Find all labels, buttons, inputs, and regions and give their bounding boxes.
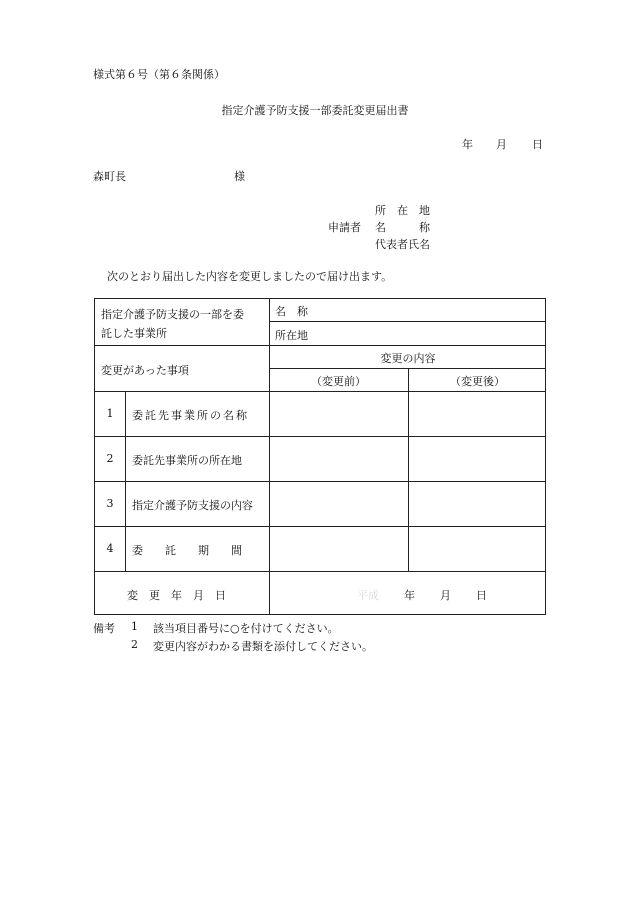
grid-line xyxy=(95,571,545,572)
era-placeholder: 平成 xyxy=(357,589,379,602)
row-2-number: 2 xyxy=(106,452,114,465)
grid-line xyxy=(269,368,545,369)
change-month-label: 月 xyxy=(440,589,451,602)
grid-line xyxy=(125,391,126,571)
after-label: （変更後） xyxy=(450,375,505,388)
honorific: 様 xyxy=(234,170,245,183)
row-1-item: 委託先事業所の名称 xyxy=(132,409,249,422)
applicant-representative-label: 代表者氏名 xyxy=(375,238,430,251)
grid-line xyxy=(269,299,270,614)
change-year-label: 年 xyxy=(404,589,415,602)
note-2-number: 2 xyxy=(131,638,138,651)
row-4-number: 4 xyxy=(106,542,114,555)
office-name-label: 名 称 xyxy=(275,305,308,318)
form-number: 様式第６号（第６条関係） xyxy=(93,68,225,81)
date-month-label: 月 xyxy=(496,138,507,151)
grid-line xyxy=(408,368,409,571)
before-label: （変更前） xyxy=(311,375,366,388)
change-date-label: 変 更 年 月 日 xyxy=(127,589,226,602)
grid-line xyxy=(95,345,545,346)
grid-line xyxy=(95,526,545,527)
note-2-text: 変更内容がわかる書類を添付してください。 xyxy=(153,640,373,653)
change-day-label: 日 xyxy=(476,589,487,602)
row-4-item: 委 託 期 間 xyxy=(132,544,242,557)
note-1-text: 該当項目番号に○を付けてください。 xyxy=(153,622,339,635)
intro-text: 次のとおり届出した内容を変更しましたので届け出ます。 xyxy=(107,270,393,283)
grid-line xyxy=(95,481,545,482)
notes xyxy=(93,620,115,638)
date-year-label: 年 xyxy=(462,138,473,151)
office-address-label: 所在地 xyxy=(275,329,308,342)
row-3-item: 指定介護予防支援の内容 xyxy=(132,499,253,512)
note-1-number: 1 xyxy=(131,620,138,633)
grid-line xyxy=(95,436,545,437)
row-1-number: 1 xyxy=(106,407,114,420)
grid-line xyxy=(269,321,545,322)
change-content-label: 変更の内容 xyxy=(380,352,436,365)
applicant-address-label: 所 在 地 xyxy=(375,204,430,217)
addressee: 森町長 xyxy=(93,170,126,183)
office-label-line1: 指定介護予防支援の一部を委 xyxy=(101,308,244,321)
applicant-label: 申請者 xyxy=(328,221,361,234)
document-title: 指定介護予防支援一部委託変更届出書 xyxy=(221,104,409,117)
row-3-number: 3 xyxy=(106,497,114,510)
date-day-label: 日 xyxy=(532,138,543,151)
applicant-name-label: 名 称 xyxy=(375,221,430,234)
changed-items-label: 変更があった事項 xyxy=(101,364,189,377)
row-2-item: 委託先事業所の所在地 xyxy=(132,454,242,467)
grid-line xyxy=(95,391,545,392)
notes-heading: 備考 xyxy=(93,622,115,635)
office-label-line2: 託した事業所 xyxy=(101,327,167,340)
change-table xyxy=(94,298,546,615)
